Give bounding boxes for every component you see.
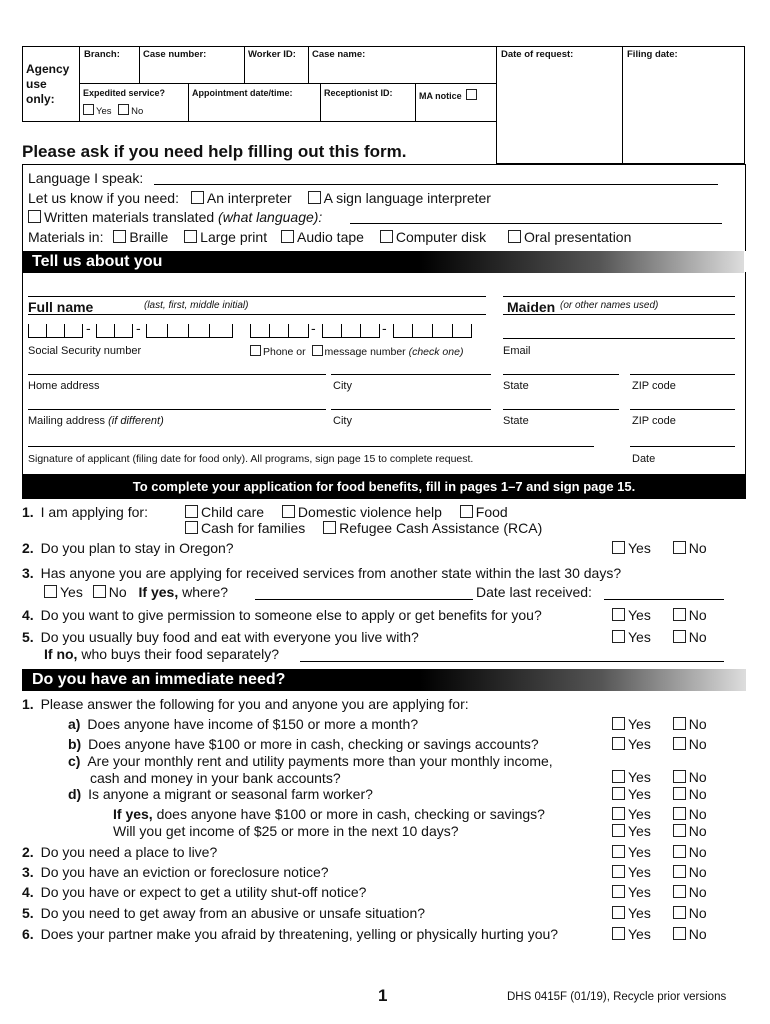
i2-no-checkbox[interactable]	[673, 845, 686, 858]
i5-yesno	[612, 905, 707, 921]
i2-no-label: No	[688, 844, 707, 860]
q3-no-label: No	[108, 584, 127, 600]
interpreter-label: An interpreter	[206, 190, 292, 206]
computer-disk-checkbox[interactable]	[380, 230, 393, 243]
i1-row	[22, 696, 469, 712]
i4-no-label: No	[688, 884, 707, 900]
expedited-no-label: No	[131, 106, 144, 117]
ma-notice-checkbox[interactable]	[466, 89, 477, 100]
q3-yes-label: Yes	[60, 584, 83, 600]
written-language-input[interactable]	[350, 223, 722, 224]
q2-yesno	[612, 540, 707, 556]
full-name-input[interactable]	[28, 296, 486, 297]
ia-no-checkbox[interactable]	[673, 717, 686, 730]
q5-yes-label: Yes	[628, 629, 651, 645]
ia-no-label: No	[688, 716, 707, 732]
branch-label: Branch:	[84, 49, 120, 60]
ib-text: Does anyone have $100 or more in cash, checking or savings accounts?	[88, 736, 539, 752]
audio-tape-label: Audio tape	[296, 229, 364, 245]
id-letter: d)	[68, 786, 82, 802]
q1-options-row2	[185, 520, 542, 536]
i1-number: 1.	[22, 696, 34, 712]
id1-yes-label: Yes	[628, 806, 651, 822]
q1-number: 1.	[22, 504, 34, 520]
home-city-label: City	[333, 380, 352, 392]
q3-ifyes-label: If yes,	[138, 584, 179, 600]
phone-or-label: Phone or	[263, 346, 306, 358]
id1-yesno	[612, 806, 707, 822]
mailing-address-label: Mailing address	[28, 415, 106, 427]
i3-no-checkbox[interactable]	[673, 865, 686, 878]
q2-no-label: No	[688, 540, 707, 556]
mailing-city-input[interactable]	[331, 409, 491, 410]
page-number: 1	[378, 986, 388, 1005]
food-checkbox[interactable]	[460, 505, 473, 518]
language-speak-input[interactable]	[154, 184, 718, 185]
ic-no-label: No	[688, 769, 707, 785]
i4-row	[22, 884, 366, 900]
expedited-yes-label: Yes	[96, 106, 112, 117]
ia-text: Does anyone have income of $150 or more a month?	[87, 716, 419, 732]
i1-text: Please answer the following for you and anyone you are applying for:	[40, 696, 469, 712]
i2-text: Do you need a place to live?	[40, 844, 218, 860]
mailing-zip-input[interactable]	[630, 409, 735, 410]
q4-number: 4.	[22, 607, 34, 623]
q5-number: 5.	[22, 629, 34, 645]
signature-label: Signature of applicant (filing date for food only). All programs, sign page 15 to complete request.	[28, 453, 474, 465]
id-yes-checkbox[interactable]	[612, 787, 625, 800]
about-heading: Tell us about you	[22, 251, 744, 273]
home-city-input[interactable]	[331, 374, 491, 375]
i5-number: 5.	[22, 905, 34, 921]
i3-no-label: No	[688, 864, 707, 880]
ic-yesno	[612, 769, 707, 785]
q2-no-checkbox[interactable]	[673, 541, 686, 554]
ic-row	[68, 753, 553, 787]
large-print-checkbox[interactable]	[184, 230, 197, 243]
i6-row	[22, 926, 558, 942]
interpreter-checkbox[interactable]	[191, 191, 204, 204]
id-text: Is anyone a migrant or seasonal farm worker?	[88, 786, 373, 802]
id1-text: does anyone have $100 or more in cash, checking or savings?	[156, 806, 545, 822]
language-speak-label: Language I speak:	[28, 170, 144, 186]
written-row	[28, 209, 322, 225]
i6-number: 6.	[22, 926, 34, 942]
message-checkbox[interactable]	[312, 345, 323, 356]
ib-yesno	[612, 736, 707, 752]
signature-input[interactable]	[28, 446, 594, 447]
q4-yesno	[612, 607, 707, 623]
id2-yes-label: Yes	[628, 823, 651, 839]
large-print-label: Large print	[200, 229, 268, 245]
form-id: DHS 0415F (01/19), Recycle prior versions	[507, 991, 727, 1003]
i5-text: Do you need to get away from an abusive or unsafe situation?	[40, 905, 426, 921]
oral-label: Oral presentation	[523, 229, 632, 245]
ia-yes-checkbox[interactable]	[612, 717, 625, 730]
what-language-label: (what language):	[218, 209, 323, 225]
ic-letter: c)	[68, 753, 81, 769]
audio-tape-checkbox[interactable]	[281, 230, 294, 243]
home-address-label: Home address	[28, 380, 100, 392]
phone-type-row	[250, 345, 463, 358]
food-label: Food	[475, 504, 508, 520]
let-us-know-row	[28, 190, 491, 206]
i2-row	[22, 844, 217, 860]
q2-yes-label: Yes	[628, 540, 651, 556]
i4-no-checkbox[interactable]	[673, 885, 686, 898]
braille-label: Braille	[129, 229, 169, 245]
agency-use-label: Agency use only:	[26, 62, 70, 106]
maiden-underline	[503, 314, 735, 315]
id-no-checkbox[interactable]	[673, 787, 686, 800]
phone-checkbox[interactable]	[250, 345, 261, 356]
home-zip-input[interactable]	[630, 374, 735, 375]
child-care-label: Child care	[201, 504, 265, 520]
i5-yes-checkbox[interactable]	[612, 906, 625, 919]
let-us-know-label: Let us know if you need:	[28, 190, 179, 206]
i3-yesno	[612, 864, 707, 880]
mailing-state-input[interactable]	[503, 409, 619, 410]
i5-row	[22, 905, 425, 921]
q3-where-input[interactable]	[255, 599, 473, 600]
home-zip-label: ZIP code	[632, 380, 676, 392]
q4-no-checkbox[interactable]	[673, 608, 686, 621]
q3-no-checkbox[interactable]	[93, 585, 106, 598]
full-name-label: Full name	[28, 299, 94, 315]
i5-no-label: No	[688, 905, 707, 921]
i2-number: 2.	[22, 844, 34, 860]
q5-yesno	[612, 629, 707, 645]
q5-who-label: who buys their food separately?	[81, 646, 280, 662]
food-banner: To complete your application for food benefits, fill in pages 1–7 and sign page 15.	[22, 475, 746, 499]
written-checkbox[interactable]	[28, 210, 41, 223]
mailing-zip-label: ZIP code	[632, 415, 676, 427]
case-name-label: Case name:	[312, 49, 366, 60]
q5-sub-row	[44, 646, 279, 662]
i4-yes-checkbox[interactable]	[612, 885, 625, 898]
home-state-input[interactable]	[503, 374, 619, 375]
materials-row	[28, 229, 631, 245]
i4-yesno	[612, 884, 707, 900]
rca-checkbox[interactable]	[323, 521, 336, 534]
expedited-no-checkbox[interactable]	[118, 104, 129, 115]
q4-text: Do you want to give permission to someone else to apply or get benefits for you?	[40, 607, 542, 623]
ib-yes-checkbox[interactable]	[612, 737, 625, 750]
ib-yes-label: Yes	[628, 736, 651, 752]
ia-row	[68, 716, 418, 732]
ic-text1: Are your monthly rent and utility payments more than your monthly income,	[87, 753, 553, 769]
id1-yes-checkbox[interactable]	[612, 807, 625, 820]
domestic-label: Domestic violence help	[297, 504, 442, 520]
rca-label: Refugee Cash Assistance (RCA)	[339, 520, 543, 536]
full-name-underline	[28, 314, 486, 315]
email-label: Email	[503, 345, 531, 357]
q4-yes-checkbox[interactable]	[612, 608, 625, 621]
q3-yes-checkbox[interactable]	[44, 585, 57, 598]
ic-text2: cash and money in your bank accounts?	[90, 770, 341, 786]
ia-yesno	[612, 716, 707, 732]
full-name-hint: (last, first, middle initial)	[144, 300, 249, 311]
phone-input[interactable]: - -	[250, 322, 472, 338]
i4-yes-label: Yes	[628, 884, 651, 900]
sign-interpreter-label: A sign language interpreter	[323, 190, 491, 206]
ib-no-label: No	[688, 736, 707, 752]
ib-no-checkbox[interactable]	[673, 737, 686, 750]
sign-interpreter-checkbox[interactable]	[308, 191, 321, 204]
q3-sub-row	[44, 584, 228, 600]
i4-text: Do you have or expect to get a utility shut-off notice?	[40, 884, 367, 900]
language-speak-row	[28, 170, 143, 186]
expedited-service-label: Expedited service?	[83, 88, 166, 98]
i5-no-checkbox[interactable]	[673, 906, 686, 919]
q5-who-input[interactable]	[300, 661, 724, 662]
home-state-label: State	[503, 380, 529, 392]
i3-row	[22, 864, 329, 880]
expedited-yes-checkbox[interactable]	[83, 104, 94, 115]
i2-yes-checkbox[interactable]	[612, 845, 625, 858]
if-different-label: (if different)	[108, 415, 164, 427]
id2-row	[113, 823, 459, 839]
q2-row	[22, 540, 234, 556]
i3-number: 3.	[22, 864, 34, 880]
child-care-checkbox[interactable]	[185, 505, 198, 518]
i3-yes-checkbox[interactable]	[612, 865, 625, 878]
ia-yes-label: Yes	[628, 716, 651, 732]
maiden-input[interactable]	[503, 296, 735, 297]
domestic-checkbox[interactable]	[282, 505, 295, 518]
q5-no-checkbox[interactable]	[673, 630, 686, 643]
q1-options-row1	[185, 504, 508, 520]
id1-no-label: No	[688, 806, 707, 822]
ssn-label: Social Security number	[28, 345, 142, 357]
id1-row	[113, 806, 545, 822]
i3-text: Do you have an eviction or foreclosure notice?	[40, 864, 329, 880]
maiden-hint: (or other names used)	[560, 300, 659, 311]
worker-id-label: Worker ID:	[248, 49, 296, 60]
ssn-input[interactable]: - -	[28, 322, 234, 338]
case-number-label: Case number:	[143, 49, 207, 60]
id-no-label: No	[688, 786, 707, 802]
id1-no-checkbox[interactable]	[673, 807, 686, 820]
cash-families-label: Cash for families	[201, 520, 306, 536]
i6-yes-label: Yes	[628, 926, 651, 942]
immediate-heading: Do you have an immediate need?	[22, 669, 746, 691]
i4-number: 4.	[22, 884, 34, 900]
q3-date-input[interactable]	[604, 599, 724, 600]
q5-yes-checkbox[interactable]	[612, 630, 625, 643]
id-yes-label: Yes	[628, 786, 651, 802]
i6-text: Does your partner make you afraid by threatening, yelling or physically hurting you?	[40, 926, 559, 942]
appointment-label: Appointment date/time:	[192, 88, 293, 98]
id2-yes-checkbox[interactable]	[612, 824, 625, 837]
receptionist-label: Receptionist ID:	[324, 88, 393, 98]
q2-number: 2.	[22, 540, 34, 556]
q4-yes-label: Yes	[628, 607, 651, 623]
i6-no-checkbox[interactable]	[673, 927, 686, 940]
computer-disk-label: Computer disk	[395, 229, 487, 245]
q1-text: I am applying for:	[40, 504, 148, 520]
q2-yes-checkbox[interactable]	[612, 541, 625, 554]
i3-yes-label: Yes	[628, 864, 651, 880]
sign-date-label: Date	[632, 453, 656, 465]
id2-yesno	[612, 823, 707, 839]
check-one-label: (check one)	[408, 346, 464, 358]
i5-yes-label: Yes	[628, 905, 651, 921]
i6-no-label: No	[688, 926, 707, 942]
q3-row	[22, 565, 621, 581]
q3-where-label: where?	[182, 584, 229, 600]
i6-yes-checkbox[interactable]	[612, 927, 625, 940]
i2-yes-label: Yes	[628, 844, 651, 860]
q3-text: Has anyone you are applying for received services from another state within the last 30 days?	[40, 565, 622, 581]
id-yesno	[612, 786, 707, 802]
expedited-yesno	[83, 104, 143, 117]
q4-no-label: No	[688, 607, 707, 623]
ic-yes-checkbox[interactable]	[612, 770, 625, 783]
braille-checkbox[interactable]	[113, 230, 126, 243]
ic-no-checkbox[interactable]	[673, 770, 686, 783]
q3-number: 3.	[22, 565, 34, 581]
q5-no-label: No	[688, 629, 707, 645]
q5-ifno-label: If no,	[44, 646, 78, 662]
mailing-address-row	[28, 415, 164, 427]
mailing-state-label: State	[503, 415, 529, 427]
q4-row	[22, 607, 542, 623]
materials-in-label: Materials in:	[28, 229, 104, 245]
id2-no-checkbox[interactable]	[673, 824, 686, 837]
ma-notice-label: MA notice	[419, 91, 462, 101]
q3-date-label: Date last received:	[476, 584, 592, 600]
cash-families-checkbox[interactable]	[185, 521, 198, 534]
written-label: Written materials translated	[44, 209, 215, 225]
filing-date-label: Filing date:	[627, 49, 678, 60]
date-of-request-label: Date of request:	[501, 49, 574, 60]
help-heading: Please ask if you need help filling out this form.	[22, 142, 407, 161]
ma-notice	[419, 89, 479, 101]
ic-yes-label: Yes	[628, 769, 651, 785]
i6-yesno	[612, 926, 707, 942]
q1-row	[22, 504, 148, 520]
mailing-city-label: City	[333, 415, 352, 427]
ib-row	[68, 736, 539, 752]
id-ifyes-label: If yes,	[113, 806, 153, 822]
id2-no-label: No	[688, 823, 707, 839]
id-row	[68, 786, 373, 802]
ib-letter: b)	[68, 736, 82, 752]
q2-text: Do you plan to stay in Oregon?	[40, 540, 234, 556]
i2-yesno	[612, 844, 707, 860]
home-address-input[interactable]	[28, 374, 326, 375]
q5-row	[22, 629, 419, 645]
q5-text: Do you usually buy food and eat with everyone you live with?	[40, 629, 419, 645]
maiden-label: Maiden	[507, 299, 556, 315]
message-number-label: message number	[324, 346, 406, 358]
ia-letter: a)	[68, 716, 81, 732]
sign-date-input[interactable]	[630, 446, 735, 447]
oral-checkbox[interactable]	[508, 230, 521, 243]
email-input[interactable]	[503, 338, 735, 339]
id2-text: Will you get income of $25 or more in the next 10 days?	[113, 823, 459, 839]
mailing-address-input[interactable]	[28, 409, 326, 410]
